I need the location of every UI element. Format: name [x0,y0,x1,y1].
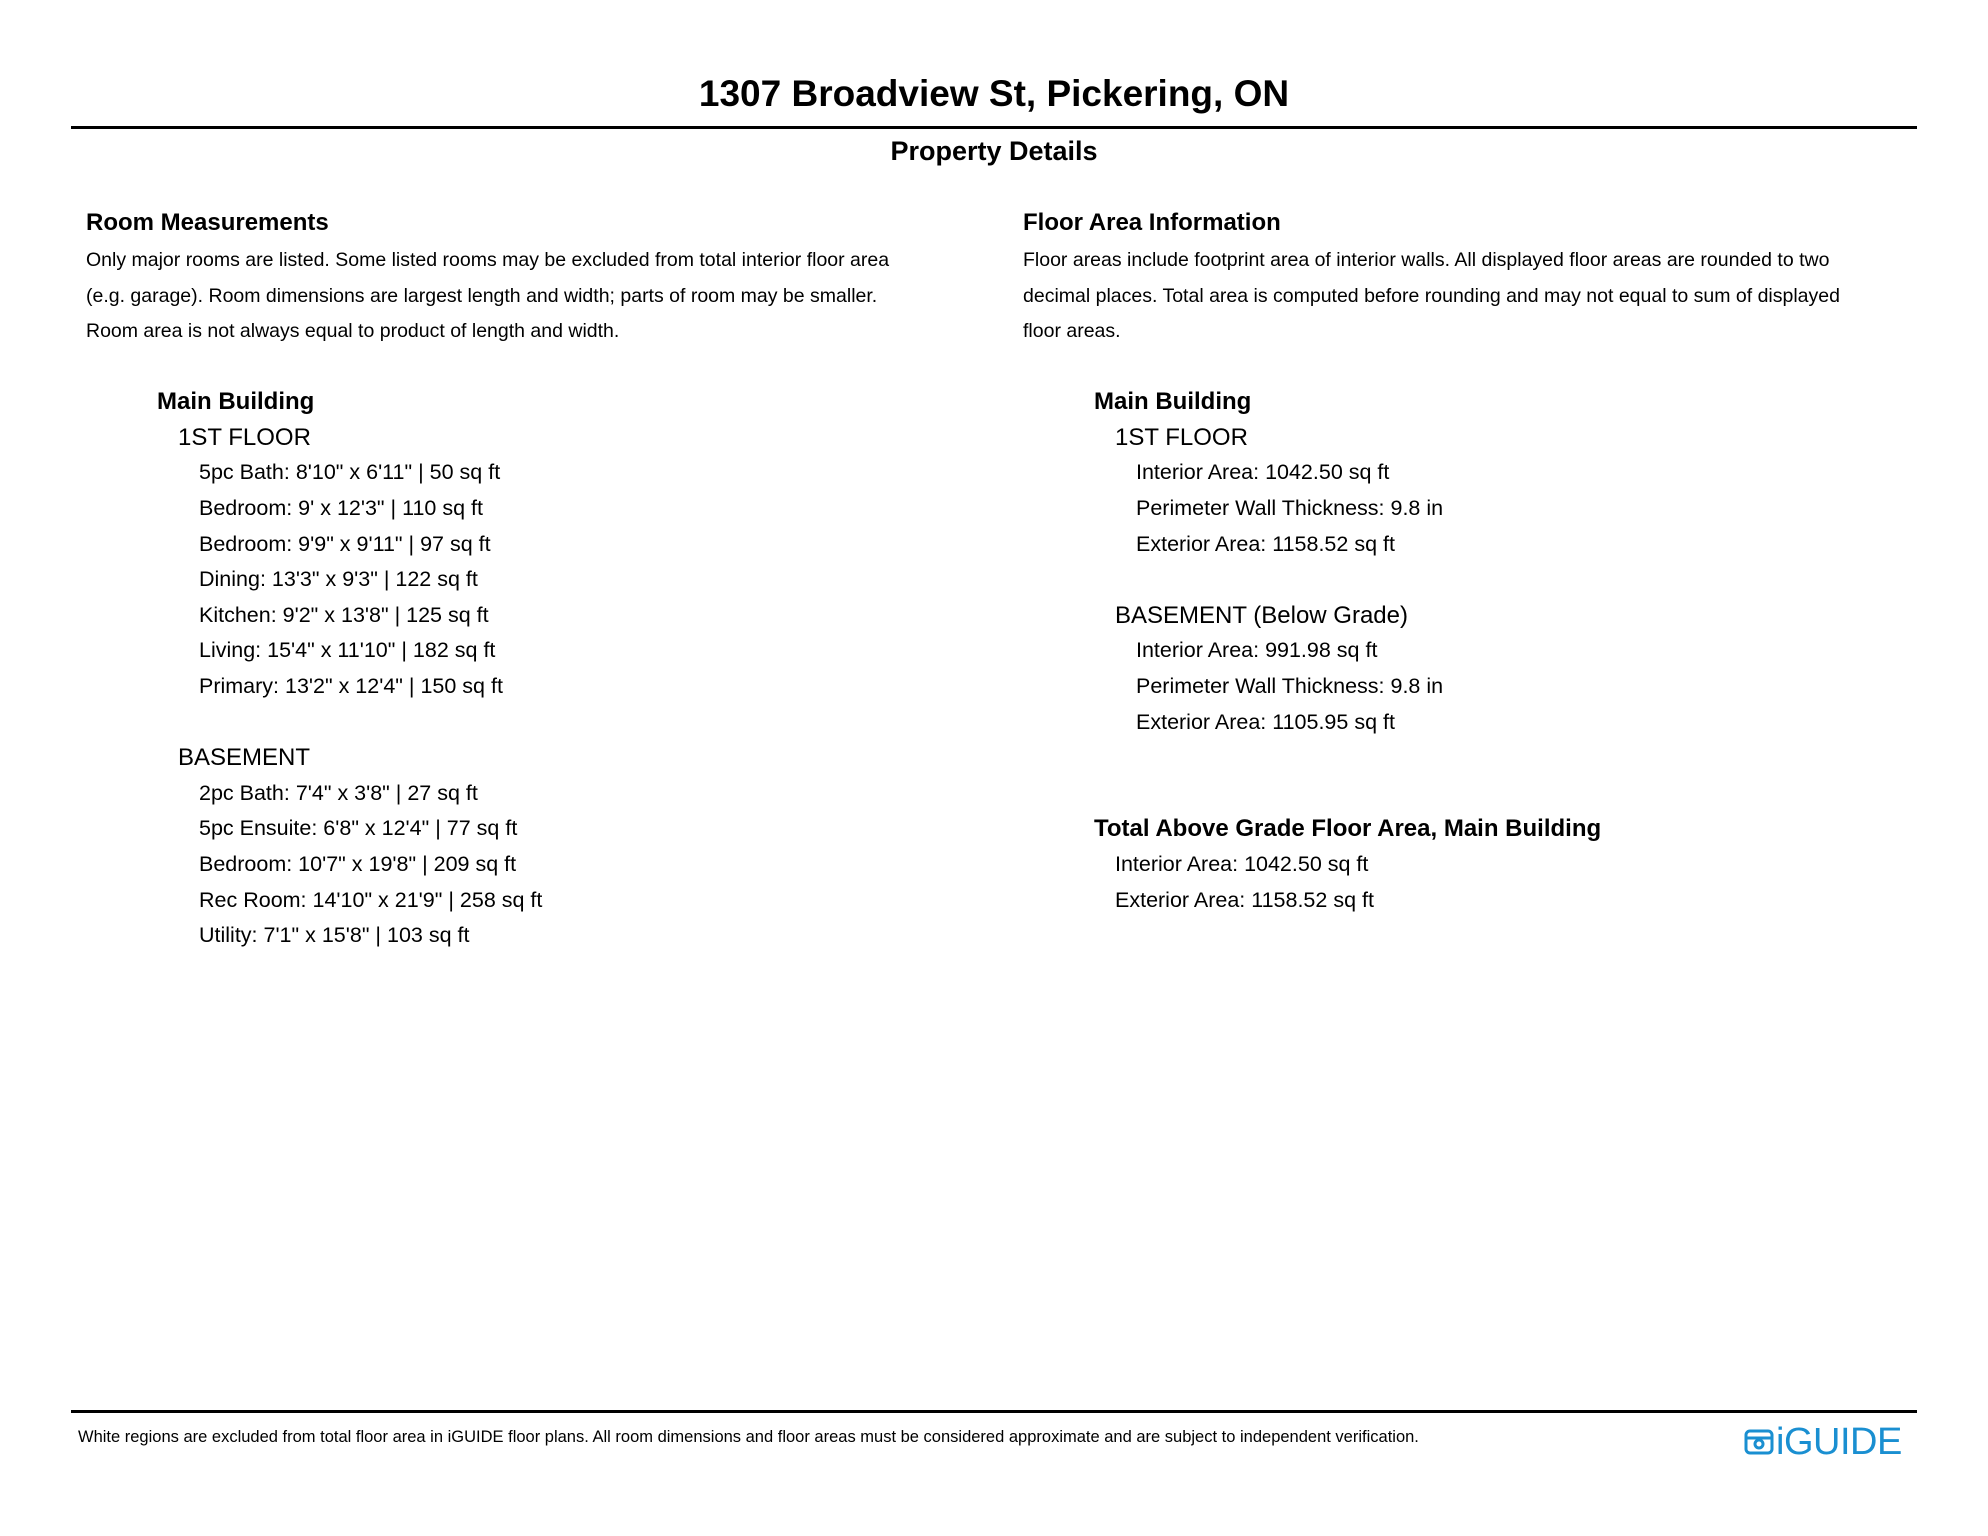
spacer [1023,776,1923,812]
spacer [1023,740,1923,776]
room-item: Primary: 13'2" x 12'4" | 150 sq ft [199,673,503,698]
section-intro [1023,243,1923,350]
area-item: Exterior Area: 1105.95 sq ft [1136,709,1395,734]
total-area-heading: Total Above Grade Floor Area, Main Building [1094,815,1602,843]
room-item: Bedroom: 9'9" x 9'11" | 97 sq ft [199,531,491,556]
room-item: Kitchen: 9'2" x 13'8" | 125 sq ft [199,602,489,627]
floor-heading: 1ST FLOOR [178,423,311,451]
intro-line: Only major rooms are listed. Some listed rooms may be excluded from total interior floor area [86,249,890,271]
room-item: 2pc Bath: 7'4" x 3'8" | 27 sq ft [199,780,478,805]
room-item: 5pc Ensuite: 6'8" x 12'4" | 77 sq ft [199,816,518,841]
room-measurements-section [86,207,986,954]
iguide-logo [1744,1422,1902,1462]
section-heading: Floor Area Information [1023,209,1281,236]
page-subtitle: Property Details [890,136,1098,166]
spacer [1023,562,1923,598]
total-area-item: Exterior Area: 1158.52 sq ft [1115,887,1374,912]
footer-divider [71,1410,1917,1413]
building-heading: Main Building [1094,387,1252,415]
room-item: Bedroom: 10'7" x 19'8" | 209 sq ft [199,851,517,876]
area-item: Perimeter Wall Thickness: 9.8 in [1136,495,1444,520]
building-heading: Main Building [157,387,315,415]
intro-line: floor areas. [1023,320,1121,343]
spacer [86,705,986,741]
floor-area-section [1023,207,1923,919]
floor-heading: BASEMENT (Below Grade) [1115,601,1408,629]
page-title: 1307 Broadview St, Pickering, ON [698,73,1290,114]
logo-text: iGUIDE [1776,1421,1902,1463]
total-area-item: Interior Area: 1042.50 sq ft [1115,852,1369,877]
room-item: Dining: 13'3" x 9'3" | 122 sq ft [199,567,478,592]
iguide-camera-icon [1744,1427,1774,1457]
room-item: 5pc Bath: 8'10" x 6'11" | 50 sq ft [199,460,501,485]
area-item: Interior Area: 991.98 sq ft [1136,638,1378,663]
area-item: Exterior Area: 1158.52 sq ft [1136,531,1395,556]
area-item: Perimeter Wall Thickness: 9.8 in [1136,673,1444,698]
floor-heading: 1ST FLOOR [1115,423,1248,451]
room-item: Bedroom: 9' x 12'3" | 110 sq ft [199,495,483,520]
section-intro [86,243,986,350]
room-item: Living: 15'4" x 11'10" | 182 sq ft [199,638,496,663]
intro-line: Room area is not always equal to product of length and width. [86,320,620,343]
section-heading: Room Measurements [86,209,329,236]
header-divider [71,126,1917,129]
room-item: Rec Room: 14'10" x 21'9" | 258 sq ft [199,887,543,912]
footer-disclaimer: White regions are excluded from total floor area in iGUIDE floor plans. All room dimensions and floor areas must be considered approximate and are subject to independent verification. [78,1428,1419,1446]
floor-heading: BASEMENT [178,744,311,772]
intro-line: (e.g. garage). Room dimensions are largest length and width; parts of room may be smaller. [86,284,878,307]
area-item: Interior Area: 1042.50 sq ft [1136,460,1390,485]
intro-line: decimal places. Total area is computed before rounding and may not equal to sum of displayed [1023,284,1840,307]
room-item: Utility: 7'1" x 15'8" | 103 sq ft [199,923,470,948]
intro-line: Floor areas include footprint area of interior walls. All displayed floor areas are rounded to two [1023,249,1830,271]
